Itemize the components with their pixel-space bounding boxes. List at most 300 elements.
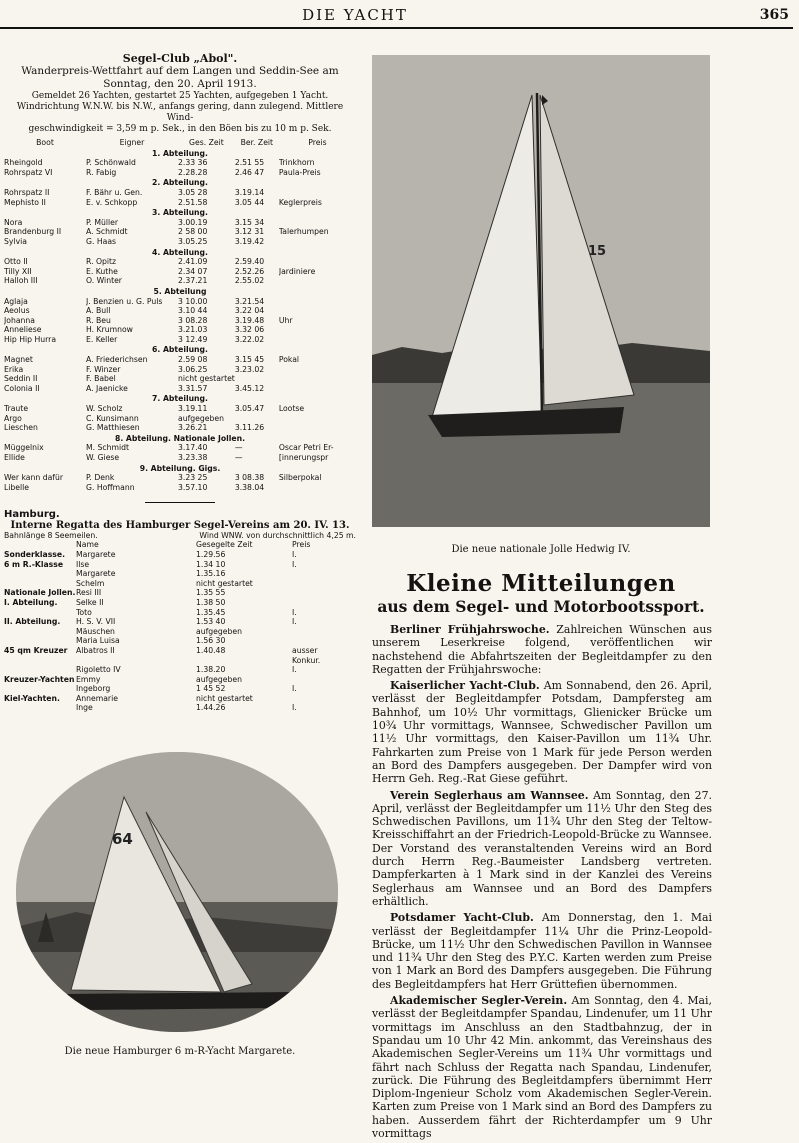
hamburg-cell: I.	[292, 549, 297, 559]
abol-column-header: Eigner	[119, 138, 145, 147]
result-cell: 2.34 07	[178, 266, 208, 276]
result-row	[4, 257, 356, 267]
result-cell: R. Fabig	[86, 167, 117, 177]
result-cell: Libelle	[4, 482, 30, 492]
abol-column-header: Ges. Zeit	[189, 138, 224, 147]
result-row	[4, 423, 356, 433]
abol-column-header: Preis	[308, 138, 327, 147]
result-cell: 2.59.40	[234, 257, 265, 267]
hamburg-cell: 1.38 50	[196, 597, 226, 607]
caption-margarete: Die neue Hamburger 6 m-R-Yacht Margarete.	[64, 1046, 296, 1057]
result-cell: J. Benzien u. G. Puls	[86, 296, 163, 306]
result-cell: 2.41.09	[178, 257, 208, 267]
hamburg-cell: Resi III	[76, 588, 102, 598]
result-cell: 3 10.00	[178, 296, 208, 306]
abol-title: Segel-Club „Abol".	[122, 52, 238, 65]
hamburg-cell: 1.35.16	[196, 569, 226, 579]
result-cell: R. Beu	[86, 315, 111, 325]
result-cell	[279, 218, 356, 228]
hamburg-cell: Kiel-Yachten.	[4, 693, 60, 703]
result-cell	[279, 384, 356, 394]
result-cell: E. v. Schkopp	[86, 197, 138, 207]
division-title: 2. Abteilung.	[152, 178, 208, 188]
result-cell: 2.37.21	[178, 276, 208, 286]
result-cell: 3.38.04	[234, 482, 265, 492]
hamburg-cell	[292, 694, 356, 704]
division-title: 1. Abteilung.	[152, 148, 208, 158]
hamburg-row	[4, 598, 356, 608]
hamburg-row	[4, 694, 356, 704]
hamburg-cell	[4, 665, 76, 675]
result-cell	[279, 414, 356, 424]
hamburg-row	[4, 579, 356, 589]
hamburg-row	[4, 636, 356, 646]
result-cell: 3.31.57	[178, 383, 208, 393]
hamburg-cell: Ilse	[76, 559, 90, 569]
hamburg-cell	[76, 656, 196, 666]
paragraph-lead: Kaiserlicher Yacht-Club.	[390, 679, 540, 693]
photo-hedwig	[372, 55, 710, 527]
result-cell: O. Winter	[86, 276, 122, 286]
hamburg-cell	[292, 588, 356, 598]
hamburg-row	[4, 646, 356, 656]
hamburg-cell: 1.35 55	[196, 588, 226, 598]
result-row	[4, 276, 356, 286]
result-cell: Jardiniere	[278, 266, 316, 276]
division-header	[4, 177, 356, 188]
division-header	[4, 207, 356, 218]
result-cell: Lootse	[278, 404, 305, 414]
hamburg-cell: I.	[292, 617, 297, 627]
result-cell: 3.11.26	[234, 423, 265, 433]
result-cell: 2.33 36	[178, 158, 208, 168]
article-paragraph	[372, 994, 712, 1140]
hamburg-meta	[4, 531, 356, 540]
hamburg-results-table	[4, 540, 356, 713]
hamburg-cell	[4, 656, 76, 666]
result-cell: —	[234, 453, 243, 462]
result-cell: Brandenburg II	[4, 227, 62, 237]
hamburg-cell: H. S. V. VII	[76, 617, 116, 627]
result-cell: 3.12 31	[234, 227, 265, 237]
hamburg-cell	[4, 608, 76, 618]
hamburg-wind: Wind WNW. von durchschnittlich 4,25 m.	[199, 531, 356, 541]
abol-race-line: Wanderpreis-Wettfahrt auf dem Langen und Seddin-See am	[21, 65, 339, 77]
result-cell: 3.19.48	[234, 315, 265, 325]
result-cell: Uhr	[278, 315, 293, 325]
running-header: DIE YACHT	[302, 6, 408, 24]
page-number: 365	[759, 7, 789, 23]
result-cell: Seddin II	[4, 374, 38, 384]
hamburg-cell: 6 m R.-Klasse	[4, 559, 64, 569]
result-cell	[279, 297, 356, 307]
result-cell: 3.19.42	[234, 236, 265, 246]
result-cell: 3.26.21	[178, 423, 208, 433]
hamburg-row	[4, 608, 356, 618]
result-cell: 3.05.47	[234, 404, 265, 414]
hamburg-cell	[292, 627, 356, 637]
result-cell	[279, 306, 356, 316]
result-row	[4, 188, 356, 198]
result-row	[4, 414, 356, 424]
hamburg-column-header: Preis	[292, 540, 311, 550]
result-row	[4, 365, 356, 375]
result-cell: Aglaja	[4, 296, 28, 306]
result-cell: W. Giese	[86, 453, 120, 462]
result-cell: 3.05 44	[234, 197, 265, 207]
result-cell: 3.22 04	[234, 306, 265, 316]
hamburg-cell: 1.40.48	[196, 645, 226, 655]
result-cell: 3.23 25	[178, 473, 208, 483]
division-header	[4, 247, 356, 258]
result-row	[4, 443, 356, 453]
result-cell: F. Babel	[86, 374, 116, 384]
result-cell: 3.45.12	[234, 383, 265, 393]
paragraph-lead: Berliner Frühjahrswoche.	[390, 623, 550, 636]
abol-note-line: Gemeldet 26 Yachten, gestartet 25 Yachten, aufgegeben 1 Yacht.	[31, 91, 329, 101]
hamburg-row	[4, 588, 356, 598]
abol-note-line: Windrichtung W.N.W. bis N.W., anfangs gering, dann zulegend. Mittlere Wind-	[16, 102, 344, 123]
result-row	[4, 267, 356, 277]
result-cell	[279, 257, 356, 267]
result-row	[4, 335, 356, 345]
result-cell	[279, 423, 356, 433]
division-header	[4, 344, 356, 355]
sail-number-64: 64	[112, 830, 133, 848]
left-column	[4, 32, 356, 713]
division-title: 4. Abteilung.	[152, 247, 208, 257]
paragraph-lead: Akademischer Segler-Verein.	[390, 994, 568, 1008]
result-cell: 2.55.02	[234, 276, 265, 286]
result-cell: Nora	[4, 217, 23, 227]
hamburg-cell: Konkur.	[292, 655, 321, 665]
result-row	[4, 325, 356, 335]
result-cell: F. Winzer	[86, 364, 121, 374]
hamburg-cell: nicht gestartet	[196, 578, 253, 588]
paragraph-text: Am Donnerstag, den 1. Mai verlässt der Begleitdampfer 11¼ Uhr die Prinz-Leopold-Brücke, um 11½ Uhr den Schwedischen Pavillon in Wannsee und 11¾ Uhr den Steg des P.Y.C. Karten werden zum Preise von 1 Mark an Bord des Dampfers ausgegeben. Die Führung des Begleitdampfers hat Herr Grüttefien übernommen.	[372, 911, 712, 991]
result-row	[4, 168, 356, 178]
result-cell: H. Krumnow	[86, 325, 133, 335]
article-subtitle: aus dem Segel- und Motorbootssport.	[377, 597, 705, 616]
result-cell	[279, 325, 356, 335]
hamburg-cell: Nationale Jollen.	[4, 588, 76, 598]
division-header	[4, 463, 356, 474]
photo-margarete	[16, 752, 338, 1032]
hamburg-cell: Margarete	[76, 549, 116, 559]
result-cell: Keglerpreis	[278, 197, 322, 207]
result-cell: Argo	[4, 413, 22, 423]
result-cell: Trinkhorn	[278, 158, 315, 168]
hamburg-cell: 1.29.56	[196, 549, 226, 559]
result-cell: G. Matthiesen	[86, 423, 140, 433]
hamburg-row	[4, 684, 356, 694]
hamburg-row	[4, 665, 356, 675]
division-header	[4, 433, 356, 444]
hamburg-cell: 1.44.26	[196, 703, 226, 713]
section-divider	[145, 502, 215, 503]
hamburg-cell: Schelm	[76, 578, 105, 588]
result-cell: 2 58 00	[178, 227, 208, 237]
result-cell: 3.32 06	[234, 325, 265, 335]
hamburg-row	[4, 627, 356, 637]
hamburg-race-title: Interne Regatta des Hamburger Segel-Vereins am 20. IV. 13.	[10, 520, 350, 532]
result-cell: Paula-Preis	[278, 167, 321, 177]
result-cell	[279, 335, 356, 345]
result-cell	[279, 365, 356, 375]
result-cell: R. Opitz	[86, 257, 117, 267]
result-row	[4, 355, 356, 365]
article-body	[372, 623, 712, 1143]
caption-hedwig: Die neue nationale Jolle Hedwig IV.	[451, 544, 631, 555]
result-cell: 3.22.02	[234, 334, 265, 344]
result-cell: Tilly XII	[4, 266, 32, 276]
result-cell: 2.46 47	[234, 167, 265, 177]
result-cell: A. Friederichsen	[86, 355, 148, 365]
result-cell: Traute	[4, 404, 29, 414]
hamburg-cell	[292, 675, 356, 685]
result-cell: 3.21.03	[178, 325, 208, 335]
result-cell	[279, 237, 356, 247]
hamburg-cell	[292, 579, 356, 589]
hamburg-cell: Annemarie	[76, 693, 118, 703]
result-row	[4, 384, 356, 394]
abol-results-table	[4, 138, 356, 492]
result-cell: Rheingold	[4, 158, 43, 168]
header-rule	[0, 27, 793, 29]
article-paragraph	[372, 623, 712, 676]
hamburg-course-length: Bahnlänge 8 Seemeilen.	[4, 531, 98, 541]
article-paragraph	[372, 789, 712, 909]
result-cell: 3.17.40	[178, 443, 208, 453]
result-cell: Oscar Petri Er-	[278, 443, 334, 453]
result-row	[4, 483, 356, 493]
result-cell: 3.05 28	[178, 187, 208, 197]
paragraph-text: Am Sonnabend, den 26. April, verlässt der Begleitdampfer Potsdam, Dampfersteg am Bahnhof, um 10½ Uhr vormittags, Glienicker Brücke um 10¾ Uhr vormittags, Wannsee, Schwedischer Pavillon um 11½ Uhr vormittags, den Kaiser-Pavillon um 11¾ Uhr. Fahrkarten zum Preise von 1 Mark für jede Person werden an Bord des Dampfers ausgegeben. Der Dampfer wird von Herrn Geh. Reg.-Rat Giese geführt.	[372, 679, 712, 786]
hamburg-cell: nicht gestartet	[196, 693, 253, 703]
result-cell: Johanna	[4, 315, 36, 325]
hamburg-cell	[292, 569, 356, 579]
hamburg-cell: 1.35.45	[196, 607, 226, 617]
abol-column-header: Ber. Zeit	[240, 138, 274, 147]
result-cell: E. Kuthe	[86, 266, 118, 276]
yacht-margarete-illustration	[16, 752, 338, 1032]
hamburg-row	[4, 569, 356, 579]
result-cell: G. Hoffmann	[86, 482, 135, 492]
result-cell	[279, 374, 356, 384]
hamburg-cell: Margarete	[76, 569, 116, 579]
result-cell: 3.00.19	[178, 217, 208, 227]
result-row	[4, 473, 356, 483]
hamburg-cell	[4, 579, 76, 589]
result-cell	[279, 483, 356, 493]
result-cell: Otto II	[4, 257, 28, 267]
hamburg-cell: Albatros II	[76, 645, 115, 655]
abol-race-lines	[4, 65, 356, 91]
result-cell: A. Jaenicke	[86, 383, 128, 393]
hamburg-row	[4, 550, 356, 560]
hamburg-cell: 1.34 10	[196, 559, 226, 569]
sail-number-15: 15	[588, 244, 607, 259]
abol-race-line: Sonntag, den 20. April 1913.	[103, 78, 257, 90]
result-row	[4, 158, 356, 168]
result-cell: Colonia II	[4, 383, 40, 393]
result-cell: 2.51 55	[234, 158, 265, 168]
result-cell: 2.59 08	[178, 355, 208, 365]
jolle-hedwig-illustration	[372, 55, 710, 527]
hamburg-cell: I.	[292, 703, 297, 713]
abol-notes	[4, 91, 356, 135]
result-cell	[279, 276, 356, 286]
division-title: 8. Abteilung. Nationale Jollen.	[114, 433, 246, 443]
hamburg-title: Hamburg.	[4, 509, 60, 521]
paragraph-text: Am Sonntag, den 27. April, verlässt der Begleitdampfer um 11½ Uhr den Steg des Schwedischen Pavillons, um 11¾ Uhr den Steg der Teltow-Kreisschiffahrt an der Friedrich-Leopold-Brücke zu Wannsee. Der Vorstand des veranstaltenden Vereins wird an Bord durch Herrn Reg.-Baumeister Landsberg vertreten. Dampferkarten à 1 Mark sind in der Kanzlei des Vereins Seglerhaus am Wannsee und an Bord des Dampfers erhältlich.	[372, 788, 713, 908]
result-cell: 2.28.28	[178, 167, 208, 177]
abol-column-header: Boot	[36, 138, 54, 147]
result-cell: Mephisto II	[4, 197, 46, 207]
result-cell: Sylvia	[4, 236, 27, 246]
hamburg-cell: Inge	[76, 703, 93, 713]
article-paragraph	[372, 911, 712, 991]
hamburg-column-spacer	[4, 540, 76, 550]
result-cell: 3.06.25	[178, 364, 208, 374]
paragraph-lead: Potsdamer Yacht-Club.	[390, 911, 534, 925]
hamburg-cell: Ingeborg	[76, 684, 111, 694]
hamburg-cell	[4, 703, 76, 713]
division-title: 9. Abteilung. Gigs.	[139, 463, 221, 473]
result-cell: Erika	[4, 364, 24, 374]
result-cell: 3.15 34	[234, 217, 265, 227]
hamburg-cell: aufgegeben	[196, 674, 242, 684]
hamburg-cell: 45 qm Kreuzer	[4, 645, 68, 655]
paragraph-text: Am Sonntag, den 4. Mai, verlässt der Begleitdampfer Spandau, Lindenufer, um 11 Uhr vormittags im Anschluss an den Stadtbahnzug, der in Spandau um 10 Uhr 42 Min. ankommt, das Vereinshaus des Akademischen Segler-Vereins um 11¾ Uhr vormittags und fährt nach Schluss der Regatta nach Spandau, Lindenufer, zurück. Die Führung des Begleitdampfers übernimmt Herr Diplom-Ingenieur Scholz vom Akademischen Segler-Verein. Karten zum Preise von 1 Mark sind an Bord des Dampfers zu haben. Ausserdem fährt der Richterdampfer um 9 Uhr vormittags	[372, 994, 712, 1140]
result-cell: E. Keller	[86, 334, 118, 344]
hamburg-cell: 1.53 40	[196, 617, 226, 627]
hamburg-cell: II. Abteilung.	[4, 617, 61, 627]
result-cell: Silberpokal	[278, 473, 322, 483]
division-header	[4, 286, 356, 297]
result-cell: M. Schmidt	[86, 443, 130, 453]
result-cell: 3.21.54	[234, 296, 265, 306]
result-cell: 3 08.28	[178, 315, 208, 325]
result-cell: Müggelnix	[4, 443, 44, 453]
hamburg-column-header: Name	[76, 540, 99, 550]
result-cell: A. Schmidt	[86, 227, 128, 237]
result-cell: Hip Hip Hurra	[4, 334, 57, 344]
result-cell: A. Bull	[86, 306, 111, 316]
division-title: 5. Abteilung	[153, 286, 207, 296]
result-cell: Talerhumpen	[278, 227, 329, 237]
result-cell: P. Denk	[86, 473, 115, 483]
hamburg-cell	[292, 598, 356, 608]
result-cell: 3 12.49	[178, 334, 208, 344]
hamburg-cell	[292, 636, 356, 646]
hamburg-cell: Kreuzer-Yachten	[4, 674, 75, 684]
result-row	[4, 306, 356, 316]
hamburg-cell: Mäuschen	[76, 626, 115, 636]
result-cell: Rohrspatz VI	[4, 167, 53, 177]
result-cell: 3.10 44	[178, 306, 208, 316]
result-cell: 2.51.58	[178, 197, 208, 207]
hamburg-cell: Rigoletto IV	[76, 665, 121, 675]
result-cell: 3.19.14	[234, 187, 265, 197]
hamburg-cell	[196, 656, 292, 666]
result-row	[4, 227, 356, 237]
article-paragraph	[372, 679, 712, 785]
result-cell	[235, 414, 279, 424]
hamburg-cell: I.	[292, 684, 297, 694]
hamburg-cell: ausser	[292, 645, 318, 655]
division-title: 7. Abteilung.	[152, 394, 208, 404]
hamburg-row	[4, 675, 356, 685]
hamburg-cell: Emmy	[76, 674, 101, 684]
result-cell: [innerungspr	[278, 453, 329, 462]
hamburg-cell: aufgegeben	[196, 626, 242, 636]
result-cell: Ellide	[4, 453, 25, 462]
result-cell: Anneliese	[4, 325, 42, 335]
result-cell: Pokal	[278, 355, 300, 365]
hamburg-cell: 1 45 52	[196, 684, 226, 694]
result-cell: Aeolus	[4, 306, 30, 316]
article-title: Kleine Mitteilungen	[406, 570, 676, 597]
result-row	[4, 218, 356, 228]
result-row	[4, 316, 356, 326]
hamburg-cell	[4, 627, 76, 637]
paragraph-text: Zahlreichen Wünschen aus unserem Leserkreise folgend, veröffentlichen wir nachstehend die Abfahrtszeiten der Begleitdampfer zu den Regatten der Frühjahrswoche:	[372, 623, 712, 676]
result-row	[4, 297, 356, 307]
hamburg-row	[4, 703, 356, 713]
hamburg-row	[4, 656, 356, 666]
division-title: 6. Abteilung.	[152, 345, 208, 355]
hamburg-cell: 1.56 30	[196, 636, 226, 646]
result-cell: 3.23.38	[178, 453, 208, 462]
result-cell: Lieschen	[4, 423, 38, 433]
result-cell: G. Haas	[86, 236, 117, 246]
result-cell: —	[234, 443, 243, 453]
division-title: 3. Abteilung.	[152, 208, 208, 218]
hamburg-row	[4, 617, 356, 627]
result-cell: 3.23.02	[234, 364, 265, 374]
hamburg-cell	[4, 636, 76, 646]
result-cell: 2.52.26	[234, 266, 265, 276]
result-cell: Rohrspatz II	[4, 187, 50, 197]
result-cell: F. Bähr u. Gen.	[86, 187, 143, 197]
result-cell	[279, 188, 356, 198]
result-cell: 3.15 45	[234, 355, 265, 365]
division-header	[4, 148, 356, 159]
result-row	[4, 404, 356, 414]
result-cell: P. Müller	[86, 217, 118, 227]
result-cell: Halloh III	[4, 276, 38, 286]
hamburg-cell	[4, 569, 76, 579]
result-cell: 3.57.10	[178, 482, 208, 492]
hamburg-cell: Selke II	[76, 597, 104, 607]
result-cell: aufgegeben	[178, 413, 224, 423]
result-cell: 3.19.11	[178, 404, 208, 414]
result-cell: P. Schönwald	[86, 158, 136, 168]
result-row	[4, 374, 356, 384]
hamburg-cell: 1.38.20	[196, 665, 226, 675]
result-cell	[235, 374, 279, 384]
hamburg-cell: I.	[292, 607, 297, 617]
hamburg-column-header: Gesegelte Zeit	[196, 540, 253, 550]
result-cell: C. Kunsimann	[86, 413, 139, 423]
division-header	[4, 393, 356, 404]
hamburg-cell: Maria Luisa	[76, 636, 120, 646]
hamburg-cell	[4, 684, 76, 694]
hamburg-cell: I. Abteilung.	[4, 597, 58, 607]
result-row	[4, 453, 356, 463]
hamburg-cell: Sonderklasse.	[4, 549, 66, 559]
